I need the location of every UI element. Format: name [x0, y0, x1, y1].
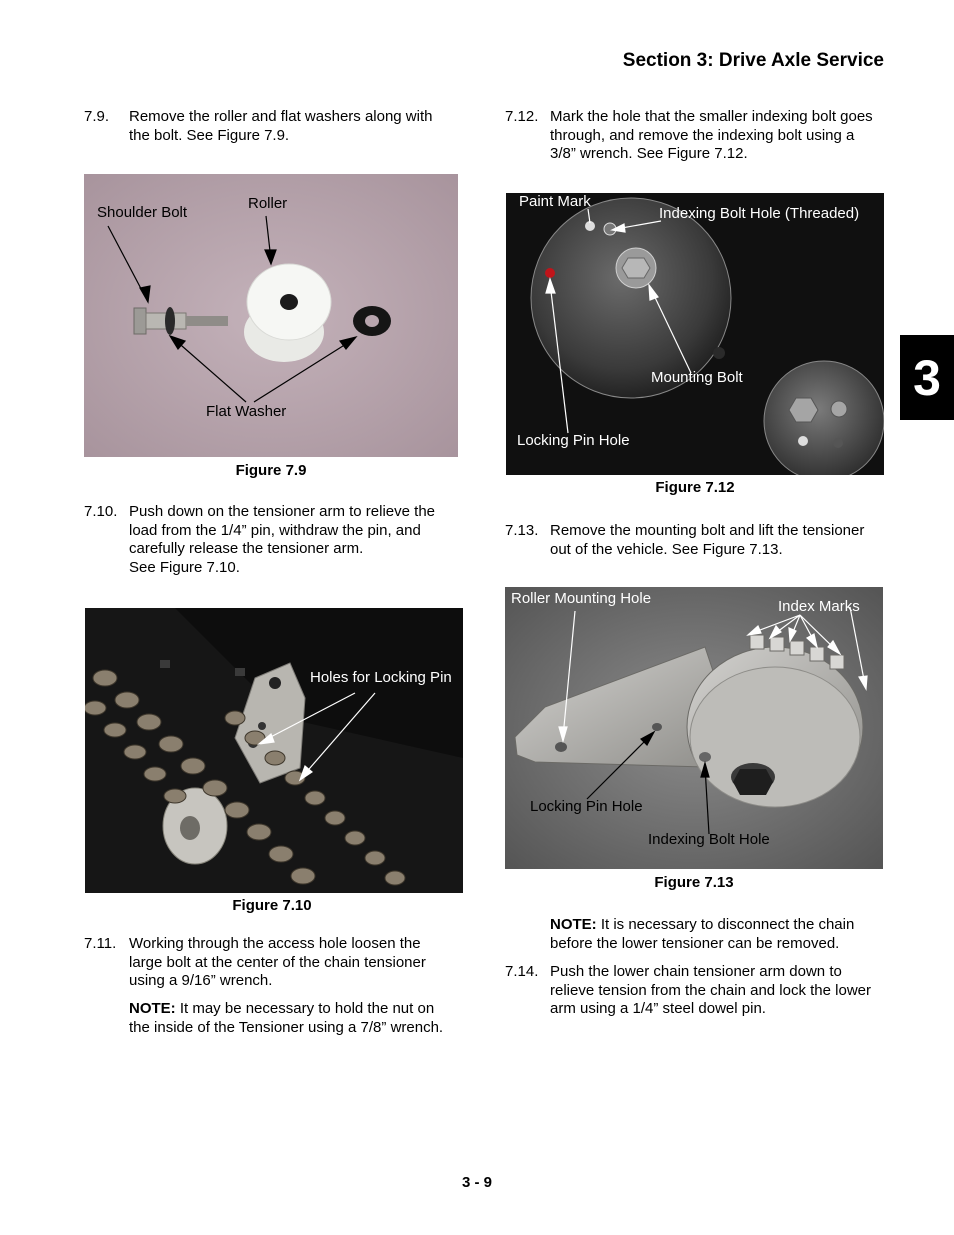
label-indexing-bolt-hole-threaded: Indexing Bolt Hole (Threaded) — [659, 205, 860, 222]
step-text-line: load from the 1/4” pin, withdraw the pin, and — [129, 521, 421, 539]
step-number: 7.14. — [505, 963, 539, 980]
step-7-9 — [84, 108, 464, 148]
step-text-line: using a 9/16” wrench. — [129, 972, 273, 990]
note-label: NOTE: — [129, 1000, 176, 1017]
figure-7-12-photo — [506, 193, 884, 475]
step-text-line: Push down on the tensioner arm to relieve the — [129, 503, 436, 520]
note-text: before the lower tensioner can be removed. — [550, 934, 840, 952]
section-tab: 3 — [900, 335, 954, 420]
figure-7-9-photo — [84, 174, 458, 457]
label-index-marks: Index Marks — [778, 598, 860, 615]
figure-7-10-illustration — [85, 608, 463, 893]
label-shoulder-bolt: Shoulder Bolt — [97, 204, 188, 221]
step-7-14 — [505, 963, 895, 1021]
step-number: 7.10. — [84, 503, 118, 520]
label-roller-mounting-hole: Roller Mounting Hole — [511, 590, 652, 607]
note-7-11 — [129, 1000, 469, 1037]
figure-7-9-caption: Figure 7.9 — [235, 462, 307, 479]
label-indexing-bolt-hole: Indexing Bolt Hole — [648, 831, 770, 848]
note-7-13 — [550, 916, 895, 953]
step-text-line: See Figure 7.10. — [129, 559, 240, 577]
figure-7-13-caption: Figure 7.13 — [654, 874, 734, 891]
step-7-13 — [505, 522, 895, 562]
page-number: 3 - 9 — [461, 1174, 492, 1191]
figure-7-10-photo — [85, 608, 463, 893]
note-text: It is necessary to disconnect the chain — [596, 916, 855, 933]
section-title: Section 3: Drive Axle Service — [622, 50, 884, 71]
step-text-line: arm using a 1/4” steel dowel pin. — [550, 1000, 766, 1018]
label-holes-for-locking-pin: Holes for Locking Pin — [310, 669, 452, 686]
figure-7-13-photo — [505, 587, 883, 869]
note-text: the inside of the Tensioner using a 7/8” wrench. — [129, 1018, 444, 1036]
step-text-line: through, and remove the indexing bolt using a — [550, 126, 855, 144]
step-number: 7.13. — [505, 522, 539, 539]
step-text-line: Mark the hole that the smaller indexing bolt goes — [550, 108, 873, 125]
step-text-line: out of the vehicle. See Figure 7.13. — [550, 540, 783, 558]
step-7-11 — [84, 935, 464, 995]
note-text: It may be necessary to hold the nut on — [175, 1000, 435, 1017]
figure-7-10-caption: Figure 7.10 — [232, 897, 312, 914]
figure-7-13-illustration — [505, 587, 883, 869]
label-mounting-bolt: Mounting Bolt — [651, 369, 743, 386]
label-locking-pin-hole: Locking Pin Hole — [530, 798, 643, 815]
step-text-line: Push the lower chain tensioner arm down to — [550, 963, 842, 980]
step-number: 7.9. — [84, 108, 110, 125]
step-text-line: Remove the roller and flat washers along with — [129, 108, 433, 125]
label-flat-washer: Flat Washer — [206, 403, 287, 420]
step-text-line: Working through the access hole loosen the — [129, 935, 421, 952]
step-text-line: 3/8” wrench. See Figure 7.12. — [550, 145, 748, 163]
label-locking-pin-hole: Locking Pin Hole — [517, 432, 630, 449]
step-7-10 — [84, 503, 464, 581]
figure-7-12-caption: Figure 7.12 — [655, 479, 735, 496]
step-7-12 — [505, 108, 895, 166]
step-text-line: carefully release the tensioner arm. — [129, 540, 364, 558]
note-label: NOTE: — [550, 916, 597, 933]
step-text-line: Remove the mounting bolt and lift the tensioner — [550, 522, 865, 539]
step-text-line: the bolt. See Figure 7.9. — [129, 126, 290, 144]
step-number: 7.12. — [505, 108, 539, 125]
label-roller: Roller — [248, 195, 288, 212]
step-text-line: relieve tension from the chain and lock the lower — [550, 981, 872, 999]
step-number: 7.11. — [84, 935, 117, 952]
step-text-line: large bolt at the center of the chain tensioner — [129, 953, 426, 971]
label-paint-mark: Paint Mark — [519, 193, 591, 210]
